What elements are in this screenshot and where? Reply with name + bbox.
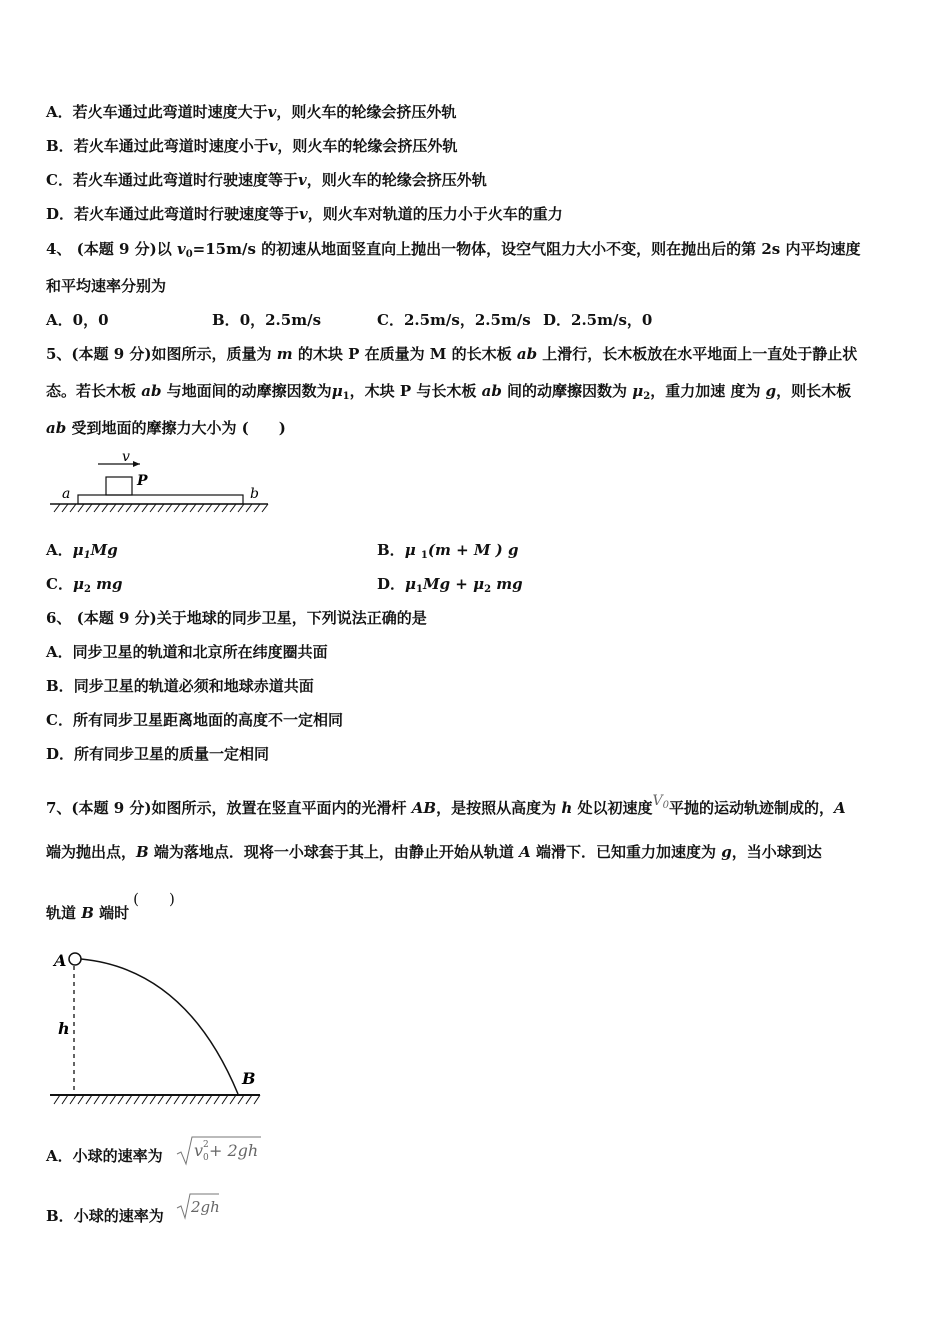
fig-label-a: a: [62, 486, 71, 502]
expr-sup: 2: [203, 1140, 209, 1150]
q5-option-a: A．$\mu_1Mg$: [46, 541, 118, 561]
q3-option-a: A．若火车通过此弯道时速度大于v，则火车的轮缘会挤压外轨: [46, 103, 457, 121]
q5-stem-line2: 态。若长木板 ab 与地面间的动摩擦因数为$\mu_1$，木块 P 与长木板 ab 间的动摩擦因数为 $\mu_2$，重力加速 度为 g，则长木板: [46, 382, 852, 402]
ball: [69, 953, 81, 965]
q5-option-b: B．μ $_1$(m + M ) g: [377, 541, 519, 561]
q7-option-a: A．小球的速率为: [46, 1147, 163, 1165]
q6-option-b: B．同步卫星的轨道必须和地球赤道共面: [46, 677, 314, 695]
expr-rest: + 2gh: [209, 1141, 259, 1160]
fig-label-h: h: [58, 1019, 70, 1038]
expr: 2gh: [191, 1198, 220, 1216]
q4-option-b: B．0，2.5m/s: [212, 311, 322, 329]
ground-hatching: [54, 504, 268, 512]
fig-label-p: P: [137, 473, 148, 489]
q7-stem-line3: 轨道 B 端时( ): [46, 890, 175, 922]
q7-option-b: B．小球的速率为: [46, 1207, 164, 1225]
q6-stem: 6、 (本题 9 分)关于地球的同步卫星，下列说法正确的是: [46, 609, 427, 627]
q6-option-a: A．同步卫星的轨道和北京所在纬度圈共面: [46, 643, 328, 661]
q4-stem-line2: 和平均速率分别为: [46, 277, 167, 295]
ground-hatching: [54, 1095, 260, 1104]
long-board-ab: [78, 495, 243, 504]
velocity-arrowhead: [133, 461, 140, 467]
q3-option-b: B．若火车通过此弯道时速度小于v，则火车的轮缘会挤压外轨: [46, 137, 458, 155]
fig-label-v: v: [122, 449, 130, 465]
fig-label-b: B: [242, 1069, 256, 1088]
q4-option-a: A．0，0: [46, 311, 109, 329]
q7-stem-line2: 端为抛出点，B 端为落地点．现将一小球套于其上，由静止开始从轨道 A 端滑下．已知重力加速度为 g，当小球到达: [46, 843, 822, 861]
block-p: [106, 477, 132, 495]
q5-figure: [46, 446, 272, 522]
q3-option-c: C．若火车通过此弯道时行驶速度等于v，则火车的轮缘会挤压外轨: [46, 171, 487, 189]
q6-option-d: D．所有同步卫星的质量一定相同: [46, 745, 270, 763]
q5-option-d: D．$\mu_1Mg + \mu_2$ mg: [377, 575, 523, 595]
q6-option-c: C．所有同步卫星距离地面的高度不一定相同: [46, 711, 343, 729]
q7-stem-line1: 7、(本题 9 分)如图所示，放置在竖直平面内的光滑杆 AB，是按照从高度为 h 处以初速度$V^0$平抛的运动轨迹制成的，A: [46, 793, 846, 817]
q5-option-c: C．$\mu_2$ mg: [46, 575, 123, 595]
q4-option-c: C．2.5m/s，2.5m/s: [377, 311, 531, 329]
q4-stem-line1: 4、 (本题 9 分)以 $v_0=15m/s$ 的初速从地面竖直向上抛出一物体，设空气阻力大小不变，则在抛出后的第 2s 内平均速度: [46, 240, 861, 260]
q7-option-b-sqrt-expr: [175, 1192, 225, 1222]
q7-figure: [46, 944, 268, 1114]
fig-label-a: A: [54, 951, 67, 970]
q5-stem-line1: 5、(本题 9 分)如图所示，质量为 m 的木块 P 在质量为 M 的长木板 ab 上滑行，长木板放在水平地面上一直处于静止状: [46, 345, 858, 363]
fig-label-b: b: [250, 486, 259, 502]
expr-sub: 0: [203, 1153, 209, 1163]
q5-stem-line3: ab 受到地面的摩擦力大小为 ( ): [46, 419, 286, 437]
q3-option-d: D．若火车通过此弯道时行驶速度等于v，则火车对轨道的压力小于火车的重力: [46, 205, 563, 223]
expr-v: v: [194, 1141, 204, 1160]
track-ab: [81, 959, 238, 1094]
q7-option-a-sqrt-expr: [175, 1134, 265, 1168]
q4-option-d: D．2.5m/s，0: [543, 311, 653, 329]
